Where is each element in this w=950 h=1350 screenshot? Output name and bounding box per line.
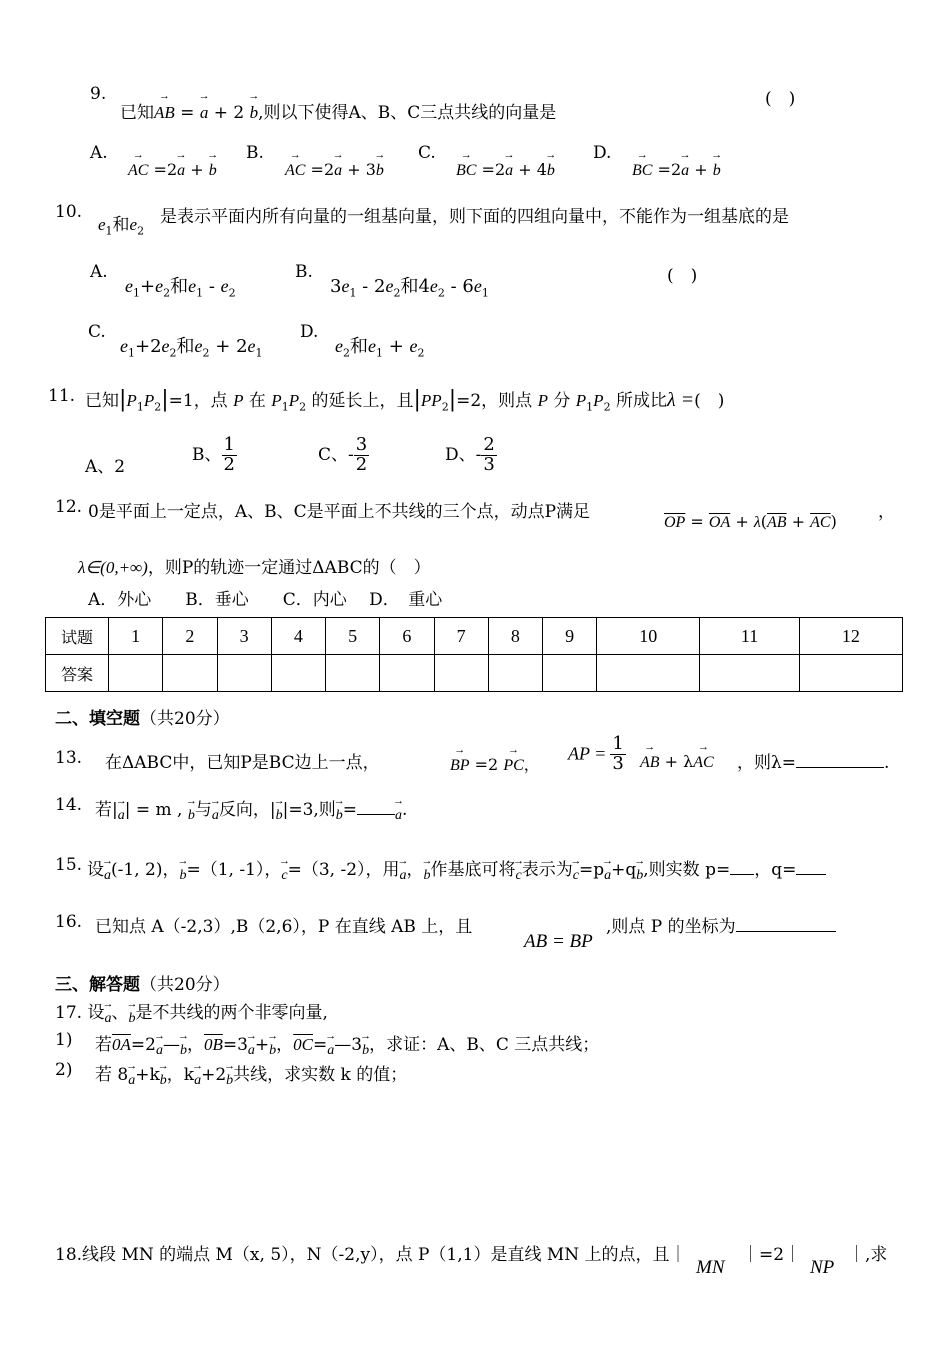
q13-eq: =2 bbox=[474, 755, 499, 774]
table-cell-num: 7 bbox=[434, 618, 488, 655]
q9-number: 9. bbox=[90, 84, 107, 104]
q11-opt-c-label: C、- bbox=[318, 444, 354, 465]
q12-number: 12. bbox=[55, 497, 83, 517]
q16-number: 16. bbox=[55, 912, 83, 932]
section-3-heading bbox=[55, 970, 230, 995]
q17-part2 bbox=[95, 1060, 407, 1089]
section-2-title: 二、填空题 bbox=[55, 709, 140, 729]
q18-mn-text: MN bbox=[696, 1257, 725, 1278]
q15-t2: (-1, 2)， bbox=[111, 860, 180, 880]
q9-opt-c-b: → b bbox=[547, 162, 555, 180]
answer-cell[interactable] bbox=[597, 655, 700, 692]
table-cell-num: 2 bbox=[163, 618, 217, 655]
q13-tail bbox=[737, 748, 889, 773]
q16-blank[interactable] bbox=[736, 931, 836, 932]
answer-cell[interactable] bbox=[543, 655, 597, 692]
q17-p1-t6: + bbox=[254, 1035, 270, 1055]
q9-b: → b bbox=[250, 103, 259, 123]
table-cell-num: 11 bbox=[700, 618, 800, 655]
q10-c-he: 和 bbox=[176, 336, 195, 357]
q11-t4: ，则点 bbox=[481, 391, 533, 411]
q10-basis: $e_1$和$e_2$ bbox=[98, 215, 145, 238]
q14-t4: 反向，| bbox=[218, 800, 276, 820]
q17-p2-a: → $_a$ bbox=[128, 1073, 135, 1089]
q15-t7: 表示为 bbox=[521, 860, 573, 880]
q13-bp: → BP bbox=[450, 757, 470, 775]
q14-b2: → $_b$ bbox=[276, 808, 283, 824]
q17-ob: 0B bbox=[203, 1035, 223, 1054]
q13-end: . bbox=[884, 753, 890, 773]
q10-option-d: $e_2$和$e_1 + e_2$ bbox=[335, 336, 425, 360]
q15-t5: ， bbox=[406, 860, 424, 880]
q17-p1-a2: → $_a$ bbox=[248, 1043, 255, 1059]
q15-number: 15. bbox=[55, 855, 83, 875]
answer-cell[interactable] bbox=[271, 655, 325, 692]
q14-a: → $_a$ bbox=[118, 808, 125, 824]
q9-option-c: C. bbox=[418, 143, 436, 163]
q17-p1-t4: ， bbox=[186, 1035, 204, 1055]
q17-part1 bbox=[95, 1030, 599, 1059]
q17-p1-b: → $_b$ bbox=[180, 1043, 187, 1059]
q15-b2: → $_b$ bbox=[424, 868, 431, 884]
q10-option-c: $e_1+2e_2$和$e_2 + 2e_1$ bbox=[120, 336, 263, 360]
q9-opt-b-lhs: → AC bbox=[285, 162, 305, 180]
q16-tail bbox=[606, 912, 836, 937]
q13-ap-eq bbox=[568, 735, 626, 774]
q15-a3: → $_a$ bbox=[604, 868, 611, 884]
q11-bracket: ( ) bbox=[694, 391, 725, 411]
q12-options: A．外心 B．垂心 C．内心 D． 重心 bbox=[88, 590, 443, 610]
q9-opt-d-b: → b bbox=[713, 162, 721, 180]
q17-p1-t10: ，求证：A、B、C 三点共线； bbox=[369, 1035, 600, 1055]
q9-plus: + 2 bbox=[213, 103, 245, 123]
q14-t5: |=3,则 bbox=[282, 800, 336, 820]
q9-opt-a-lhs: → AC bbox=[128, 162, 148, 180]
q17-p1-t7: ， bbox=[276, 1035, 294, 1055]
q14-a3: → $_a$ bbox=[395, 808, 402, 824]
q11-t5: 分 bbox=[553, 391, 571, 411]
q13-pc: → PC bbox=[503, 757, 523, 775]
q10-bracket: ( ) bbox=[667, 266, 698, 286]
answer-cell[interactable] bbox=[217, 655, 271, 692]
table-cell-num: 5 bbox=[326, 618, 380, 655]
q16-stem: 已知点 A（-2,3）,B（2,6），P 在直线 AB 上，且 bbox=[95, 917, 473, 937]
q18-stem: 18.线段 MN 的端点 M（x, 5），N（-2,y），点 P（1,1）是直线 MN 上的点，且｜ bbox=[55, 1245, 687, 1265]
q15-t8: =p bbox=[578, 860, 605, 880]
answer-cell[interactable] bbox=[380, 655, 434, 692]
q11-option-b: B、 $\frac{1}{2}$ bbox=[192, 434, 235, 475]
q15-line bbox=[87, 855, 826, 884]
table-row-answers bbox=[46, 655, 903, 692]
q15-blank-q[interactable] bbox=[796, 874, 826, 875]
q17-p2-t4: +2 bbox=[201, 1065, 227, 1085]
q9-opt-a-a: → a bbox=[177, 162, 185, 180]
q11-option-a: A、2 bbox=[85, 457, 126, 477]
q13-frac-n: 1 bbox=[612, 733, 624, 754]
q17-p1-b3: → $_b$ bbox=[362, 1043, 369, 1059]
q9-opt-b-b: → b bbox=[376, 162, 384, 180]
q13-ap: AP = bbox=[568, 743, 607, 764]
q15-c: → $_c$ bbox=[281, 868, 287, 884]
q9-opt-a-mid: + bbox=[190, 160, 204, 179]
q17-part1-num: 1) bbox=[55, 1030, 73, 1050]
q15-t6: 作基底可将 bbox=[430, 860, 516, 880]
q9-option-d-expr bbox=[632, 160, 721, 180]
q9-opt-d-a: → a bbox=[681, 162, 689, 180]
table-cell-num: 9 bbox=[543, 618, 597, 655]
q18-mid: ｜=2｜ bbox=[742, 1245, 802, 1265]
q15-blank-p[interactable] bbox=[730, 874, 754, 875]
q9-option-a bbox=[90, 143, 108, 163]
q17-p1-t9: —3 bbox=[334, 1035, 363, 1055]
q11-option-c: C、- $\frac{3}{2}$ bbox=[318, 434, 368, 475]
q11-t3: 的延长上，且 bbox=[311, 391, 414, 411]
q13-sep: ， bbox=[523, 755, 540, 774]
q9-opt-a-b: → b bbox=[209, 162, 217, 180]
q17-oa: 0A bbox=[112, 1035, 131, 1054]
q11-t2: 在 bbox=[248, 391, 266, 411]
q11-lambda: λ = bbox=[666, 389, 695, 411]
q17-part2-num: 2) bbox=[55, 1060, 73, 1080]
q12-cond: λ∈(0,+∞) bbox=[78, 558, 148, 577]
q17-p2-b2: → $_b$ bbox=[226, 1073, 233, 1089]
q10-b-he: 和 bbox=[400, 276, 419, 297]
q11-eq1: =1 bbox=[168, 391, 194, 411]
q17-b: → $_b$ bbox=[128, 1011, 135, 1027]
q14-t2: | = m , bbox=[124, 800, 183, 820]
q10-a-he: 和 bbox=[170, 276, 189, 297]
q17-p2-b: → $_b$ bbox=[160, 1073, 167, 1089]
q17-p2-t1: 若 8 bbox=[95, 1065, 129, 1085]
q13-plus: + λ bbox=[664, 752, 694, 771]
q9-opt-c-a: → a bbox=[505, 162, 513, 180]
q10-number: 10. bbox=[55, 202, 83, 222]
q17-stem bbox=[55, 998, 328, 1027]
q13-ac: → AC bbox=[693, 754, 713, 772]
q13-frac-d: 3 bbox=[612, 752, 624, 774]
q15-b3: → $_b$ bbox=[636, 868, 643, 884]
table-cell-num: 1 bbox=[109, 618, 163, 655]
q10-option-b: $3e_1 - 2e_2$和$4e_2 - 6e_1$ bbox=[330, 276, 489, 300]
q18-np bbox=[810, 1256, 834, 1279]
q14-blank[interactable] bbox=[357, 814, 395, 815]
q17-p1-t3: — bbox=[162, 1035, 180, 1055]
q17-p2-t3: ，k bbox=[166, 1065, 195, 1085]
q9-opt-d-coef: =2 bbox=[657, 160, 682, 179]
q9-bracket: ( ) bbox=[765, 89, 796, 109]
q9-option-c-expr bbox=[456, 160, 555, 180]
q17-stem-text: 17. 设 bbox=[55, 1003, 105, 1023]
q10-option-a: $e_1+e_2$和$e_1 - e_2$ bbox=[125, 276, 236, 300]
q17-mid: 、 bbox=[111, 1003, 129, 1023]
q14-a2: → $_a$ bbox=[212, 808, 219, 824]
q17-p2-t2: +k bbox=[135, 1065, 160, 1085]
q13-stem: 在ΔABC中，已知P是BC边上一点， bbox=[105, 753, 380, 773]
q11-option-d: D、- $\frac{2}{3}$ bbox=[445, 434, 495, 475]
q10-option-b-label: B. bbox=[295, 262, 313, 282]
q11-t1: ，点 bbox=[193, 391, 228, 411]
table-row-questions bbox=[46, 618, 903, 655]
q15-c3: → $_c$ bbox=[573, 868, 579, 884]
q9-opt-d-lhs: → BC bbox=[632, 162, 652, 180]
table-cell-num: 10 bbox=[597, 618, 700, 655]
q12-comma: ， bbox=[878, 502, 895, 522]
q18-tail: ｜,求 bbox=[848, 1245, 888, 1265]
q14-number: 14. bbox=[55, 795, 83, 815]
answer-cell[interactable] bbox=[799, 655, 902, 692]
q9-option-d: D. bbox=[593, 143, 612, 163]
q13-bp-eq bbox=[450, 752, 540, 775]
q9-a: → a bbox=[200, 103, 209, 123]
q9-pre: 已知 bbox=[120, 103, 154, 123]
q17-p1-b2: → $_b$ bbox=[269, 1043, 276, 1059]
section-3-score: （共20分） bbox=[140, 975, 230, 995]
q9-option-b-expr bbox=[285, 160, 384, 180]
q16-eq-text: AB = BP bbox=[524, 931, 593, 952]
q12-stem2: ，则P的轨迹一定通过ΔABC的（ ） bbox=[147, 558, 431, 578]
q9-stem-text: ,则以下使得A、B、C三点共线的向量是 bbox=[258, 103, 557, 123]
answer-cell[interactable] bbox=[434, 655, 488, 692]
q12-equation: $\overline{OP} = \overline{OA} + \lambda(\overline{AB} + \overline{AC})$ bbox=[664, 512, 837, 531]
q16-eq bbox=[524, 930, 593, 953]
q15-b: → $_b$ bbox=[179, 868, 186, 884]
q9-opt-b-mid: + 3 bbox=[347, 160, 376, 179]
q13-ab: → AB bbox=[640, 754, 660, 772]
table-cell-num: 4 bbox=[271, 618, 325, 655]
q15-t3: =（1, -1）， bbox=[186, 860, 282, 880]
section-2-heading bbox=[55, 704, 230, 729]
q17-a: → $_a$ bbox=[104, 1011, 111, 1027]
answer-cell[interactable] bbox=[109, 655, 163, 692]
q16-tail-text: ,则点 P 的坐标为 bbox=[606, 917, 736, 937]
table-head-questions: 试题 bbox=[46, 618, 109, 655]
q15-a: → $_a$ bbox=[104, 868, 111, 884]
q11-opt-b-label: B、 bbox=[192, 444, 222, 465]
q9-opt-a-coef: =2 bbox=[153, 160, 178, 179]
q14-line bbox=[95, 795, 407, 824]
table-cell-num: 12 bbox=[799, 618, 902, 655]
q11-t6: 所成比 bbox=[615, 391, 667, 411]
q9-opt-b-coef: =2 bbox=[310, 160, 335, 179]
q10-he: 和 bbox=[112, 215, 130, 235]
q9-ab: → AB bbox=[154, 103, 175, 123]
q9-opt-a-label: A. bbox=[90, 143, 108, 163]
q14-b: → $_b$ bbox=[188, 808, 195, 824]
q12-condition bbox=[78, 553, 431, 578]
q17-p1-t8: = bbox=[313, 1035, 328, 1055]
section-2-score: （共20分） bbox=[140, 709, 230, 729]
q10-stem: 是表示平面内所有向量的一组基向量，则下面的四组向量中，不能作为一组基底的是 bbox=[160, 207, 789, 227]
q11-stem: 已知$|P_1P_2|=1$，点 P 在 $P_1P_2$ 的延长上，且$|PP_2|=2$，则点 P 分 $P_1P_2$ 所成比λ =( ) bbox=[85, 387, 725, 414]
q15-t11: ，q= bbox=[754, 860, 797, 880]
q17-p2-a2: → $_a$ bbox=[194, 1073, 201, 1089]
q14-t1: 若| bbox=[95, 800, 118, 820]
q10-option-c-label: C. bbox=[88, 322, 106, 342]
q15-t4: =（3, -2），用 bbox=[287, 860, 400, 880]
q17-p1-t1: 若 bbox=[95, 1035, 112, 1055]
q11-opt-d-label: D、- bbox=[445, 444, 482, 465]
q14-t6: = bbox=[342, 800, 358, 820]
q9-option-b: B. bbox=[246, 143, 264, 163]
q9-opt-d-mid: + bbox=[694, 160, 708, 179]
q15-t10: ,则实数 p= bbox=[643, 860, 731, 880]
q10-option-a-label: A. bbox=[90, 262, 108, 282]
q17-p2-t5: 共线，求实数 k 的值； bbox=[233, 1065, 408, 1085]
q9-opt-c-mid: + 4 bbox=[518, 160, 547, 179]
q17-p1-a3: → $_a$ bbox=[327, 1043, 334, 1059]
q17-oc: 0C bbox=[293, 1035, 313, 1054]
section-3-title: 三、解答题 bbox=[55, 975, 140, 995]
q11-number: 11. bbox=[48, 386, 76, 406]
answer-cell[interactable] bbox=[163, 655, 217, 692]
table-cell-num: 8 bbox=[488, 618, 542, 655]
q9-opt-b-a: → a bbox=[334, 162, 342, 180]
q15-t1: 设 bbox=[87, 860, 104, 880]
table-cell-num: 6 bbox=[380, 618, 434, 655]
q12-stem: 0是平面上一定点，A、B、C是平面上不共线的三个点，动点P满足 bbox=[88, 502, 591, 522]
q9-stem: 已知→ AB = → a + 2 → b,则以下使得A、B、C三点共线的向量是 bbox=[120, 98, 556, 123]
q15-a2: → $_a$ bbox=[400, 868, 407, 884]
q9-opt-c-coef: =2 bbox=[481, 160, 506, 179]
q14-b3: → $_b$ bbox=[336, 808, 343, 824]
q13-blank[interactable] bbox=[796, 767, 884, 768]
q14-end: . bbox=[402, 800, 408, 820]
answer-cell[interactable] bbox=[700, 655, 800, 692]
q18-np-text: NP bbox=[810, 1257, 835, 1278]
table-cell-num: 3 bbox=[217, 618, 271, 655]
q18-mn bbox=[696, 1256, 725, 1279]
answer-cell[interactable] bbox=[326, 655, 380, 692]
q15-t9: +q bbox=[611, 860, 637, 880]
q13-number: 13. bbox=[55, 748, 83, 768]
q17-p1-t2: =2 bbox=[130, 1035, 156, 1055]
q10-d-he: 和 bbox=[350, 336, 368, 357]
q10-option-d-label: D. bbox=[300, 322, 319, 342]
q13-tail-text: ，则λ= bbox=[737, 753, 797, 773]
q17-tail: 是不共线的两个非零向量, bbox=[135, 1003, 328, 1023]
q17-p1-a: → $_a$ bbox=[156, 1043, 163, 1059]
answer-table bbox=[45, 617, 903, 692]
q11-eq2: =2 bbox=[456, 391, 482, 411]
q17-p1-t5: =3 bbox=[222, 1035, 248, 1055]
answer-cell[interactable] bbox=[488, 655, 542, 692]
q11-pre: 已知 bbox=[85, 391, 119, 411]
q14-t3: 与 bbox=[194, 800, 212, 820]
q9-option-a-expr bbox=[128, 160, 217, 180]
table-head-answers: 答案 bbox=[46, 655, 109, 692]
q13-ab-ac bbox=[640, 752, 714, 772]
q9-opt-c-lhs: → BC bbox=[456, 162, 476, 180]
q15-c2: → $_c$ bbox=[516, 868, 522, 884]
